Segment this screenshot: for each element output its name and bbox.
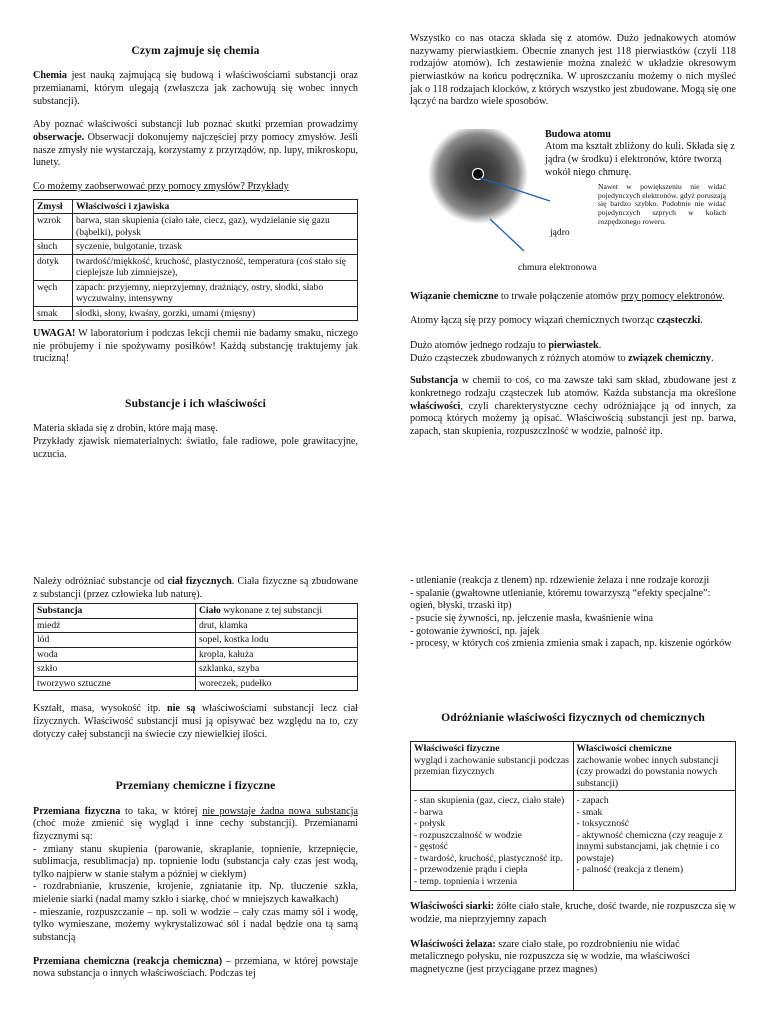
left-column-top <box>33 44 358 461</box>
list-item: - barwa <box>414 806 444 818</box>
properties-table <box>410 741 736 891</box>
senses-table <box>33 199 358 322</box>
list-item: - aktywność chemiczna (czy reaguje z innymi substancjami, jak chętnie i co powstaje) <box>576 829 723 864</box>
table-row: miedź drut, klamka <box>34 618 358 633</box>
right-column-top <box>410 33 736 439</box>
table-row: tworzywo sztuczne woreczek, pudełko <box>34 676 358 691</box>
table-row <box>411 791 736 891</box>
table-header-row <box>34 199 358 214</box>
shape-note-paragraph: Kształt, masa, wysokość itp. nie są właściwościami substancji lecz ciał fizycznych. Właściwość substancji musi ją opisywać bez względu na to, czy dotyczy całej substancji na świecie czy niewielkiej ilości. <box>33 703 358 740</box>
header-cell: Właściwości chemiczne zachowanie wobec innych substancji (czy prowadzi do powstania nowych substancji) <box>573 742 736 791</box>
table-row: szkło szklanka, szyba <box>34 662 358 677</box>
list-item: - smak <box>576 806 603 818</box>
list-item: - gotowanie żywności, np. jajek <box>410 625 540 637</box>
header-cell: Właściwości fizyczne wygląd i zachowanie substancji podczas przemian fizycznych <box>411 742 574 791</box>
list-item: - palność (reakcja z tlenem) <box>576 864 684 876</box>
cloud-pointer-line <box>490 219 524 251</box>
substance-paragraph: Substancja w chemii to coś, co ma zawsze taki sam skład, zbudowane jest z konkretnego rodzaju cząsteczek lub atomów. Każda substancja ma określone właściwości, czyli charekterystyczne cechy odróżniające ją od innych, za pomocą których możemy ją opisać. Właściwością substancji jest np. barwa, zapach, stan skupienia, rozpuszczlność w wodzie, palność itp. <box>410 375 736 437</box>
nucleus-label: jądro <box>550 226 570 238</box>
list-item: - połysk <box>414 818 446 830</box>
immaterial-examples: Przykłady zjawisk niematerialnych: światło, fale radiowe, pole grawitacyjne, uczucia. <box>33 435 358 460</box>
atom-structure-heading: Budowa atomu <box>545 128 611 140</box>
atom-diagram <box>410 129 736 279</box>
list-item: - zmiany stanu skupienia (parowanie, skraplanie, topnienie, krzepnięcie, sublimacja, resublimacja) np. topnienie lodu (substancja cały czas jest wodą, tylko najpierw w stanie stałym a później w ciekłym) <box>33 843 358 880</box>
section-title-substances: Substancje i ich właściwości <box>125 396 266 410</box>
list-item: - procesy, w których coś zmienia zmienia smak i zapach, np. kiszenie ogórków <box>410 638 732 650</box>
cloud-label: chmura elektronowa <box>518 261 597 273</box>
table-row: smak słodki, słony, kwaśny, gorzki, umami (mięsny) <box>34 306 358 321</box>
header-cell: Zmysł <box>34 199 73 214</box>
list-item: - twardość, kruchość, plastyczność itp. <box>414 852 563 864</box>
list-item: - stan skupienia (gaz, ciecz, ciało stałe) <box>414 795 565 807</box>
table-row: dotyk twardość/miękkość, kruchość, plastyczność, temperatura (coś stało się cieplejsze lub zimniejsze), <box>34 254 358 280</box>
left-column-bottom <box>33 576 358 981</box>
list-item: - spalanie (gwałtowne utlenianie, któremu towarzyszą “efekty specjalne”: ogień, błyski, trzaski itp) <box>410 587 711 612</box>
section-title-transformations: Przemiany chemiczne i fizyczne <box>115 779 276 793</box>
table-row: lód sopel, kostka lodu <box>34 633 358 648</box>
sulfur-properties: Właściwości siarki: żółte ciało stałe, kruche, dość twarde, nie rozpuszcza się w wodzie, ma nieprzyjemny zapach <box>410 901 736 925</box>
table-row: węch zapach: przyjemny, nieprzyjemny, drażniący, ostry, słodki, słabo wyczuwalny, intensywny <box>34 280 358 306</box>
list-item: - gęstość <box>414 841 448 853</box>
list-item: - psucie się żywności, np. jełczenie masła, kwaśnienie wina <box>410 612 654 624</box>
senses-heading: Co możemy zaobserwować przy pomocy zmysłów? Przykłady <box>33 180 289 192</box>
list-item: - rozpuszczalność w wodzie <box>414 829 522 841</box>
atoms-paragraph: Wszystko co nas otacza składa się z atomów. Dużo jednakowych atomów nazywamy pierwiastkiem. Obecnie znanych jest 118 pierwiastków (czyli 118 rodzajów atomów). Ich zestawienie można znaleźć w układzie okresowym pierwiastków na końcu podręcznika. W uproszczaniu możemy o nich myśleć jak o 118 rodzajach klocków, z których wszystko jest zbudowane. Mogą się one łączyć na bardzo wiele sposobów. <box>410 33 737 108</box>
table-header-row <box>411 742 736 791</box>
atom-structure-desc: Atom ma kształt zbliżony do kuli. Składa się z jądra (w środku) i elektronów, które tworzą wokół niego chmurę. <box>545 141 735 178</box>
header-cell: Ciało wykonane z tej substancji <box>196 604 358 619</box>
atom-illustration <box>410 129 560 279</box>
matter-line: Materia składa się z drobin, które mają masę. <box>33 423 218 435</box>
compound-line: Dużo cząsteczek zbudowanych z różnych atomów to związek chemiczny. <box>410 352 714 364</box>
table-row: woda kropla, kałuża <box>34 647 358 662</box>
header-cell: Substancja <box>34 604 196 619</box>
molecule-paragraph: Atomy łączą się przy pomocy wiązań chemicznych tworząc cząsteczki. <box>410 315 703 327</box>
header-cell: Właściwości i zjawiska <box>73 199 358 214</box>
list-item: - przewodzenie prądu i ciepła <box>414 864 528 876</box>
list-item: - toksyczność <box>576 818 629 830</box>
element-line: Dużo atomów jednego rodzaju to pierwiastek. <box>410 340 602 352</box>
chemical-bond-paragraph: Wiązanie chemiczne to trwałe połączenie atomów przy pomocy elektronów. <box>410 290 725 302</box>
table-header-row <box>34 604 358 619</box>
list-item: - temp. topnienia i wrzenia <box>414 875 518 887</box>
list-item: - zapach <box>576 795 609 807</box>
observation-paragraph: Aby poznać właściwości substancji lub poznać skutki przemian prowadzimy obserwacje. Obserwacji dokonujemy najczęściej przy pomocy zmysłów. Jeśli nasze zmysły nie wystarczają, korzystamy z przyrządów, np. lupy, mikroskopu, lunety. <box>33 119 358 169</box>
list-item: - rozdrabnianie, kruszenie, krojenie, zgniatanie itp. Np. tłuczenie szkła, mielenie siarki (nadal mamy szkło i siarkę, choć w mniejszych kawałkach) <box>33 881 358 906</box>
table-row: wzrok barwa, stan skupienia (ciało tałe, ciecz, gaz), wydzielanie się gazu (bąbelki), połysk <box>34 214 358 240</box>
atom-note: Nawet w powiększeniu nie widać pojedynczych elektronów, gdyż poruszają się bardzo szybko. Podobnie nie widać pojedynczych szprych w kołach rozpędzonego roweru. <box>598 181 726 226</box>
list-item: - mieszanie, rozpuszczanie – np. soli w wodzie – cały czas mamy sól i wodę, tylko wymieszane, możemy wykrystalizować sól i nadal będzie ona tą samą substancją <box>33 906 358 943</box>
chemical-change-paragraph: Przemiana chemiczna (reakcja chemiczna) – przemiana, w której powstaje nowa substancja o innych właściwościach. Podczas tej <box>33 955 358 980</box>
list-item: - utlenianie (reakcja z tlenem) np. rdzewienie żelaza i nne rodzaje korozji <box>410 575 710 586</box>
physical-change-paragraph: Przemiana fizyczna to taka, w której nie powstaje żadna nowa substancja (choć może zmienić się wygląd i inne cechy substancji). Przemianami fizycznymi są: <box>33 805 358 842</box>
table-row: słuch syczenie, bulgotanie, trzask <box>34 240 358 255</box>
iron-properties: Właściwości żelaza: szare ciało stałe, po rozdrobnieniu nie widać metalicznego połysku, nie rozpuszcza się w wodzie, ma właściwości magnetyczne (jest przyciągane przez magnes) <box>410 938 691 975</box>
section-title-chemistry: Czym zajmuje się chemia <box>131 44 260 57</box>
warning-paragraph: UWAGA! W laboratorium i podczas lekcji chemii nie badamy smaku, niczego nie próbujemy i nie spożywamy posiłków! Każdą substancję traktujemy jak trucizną! <box>33 328 358 365</box>
section-title-properties: Odróżnianie właściwości fizycznych od chemicznych <box>441 710 705 724</box>
bodies-table <box>33 603 358 691</box>
intro-paragraph: Chemia jest nauką zajmującą się budową i właściwościami substancji oraz przemianami, którym ulegają (zwłaszcza jak zachowują się wobec innych substancji). <box>33 70 358 107</box>
right-column-bottom <box>410 575 736 976</box>
physical-bodies-intro: Należy odróżniać substancje od ciał fizycznych. Ciała fizyczne są zbudowane z substancji (przez człowieka lub naturę). <box>33 576 358 600</box>
